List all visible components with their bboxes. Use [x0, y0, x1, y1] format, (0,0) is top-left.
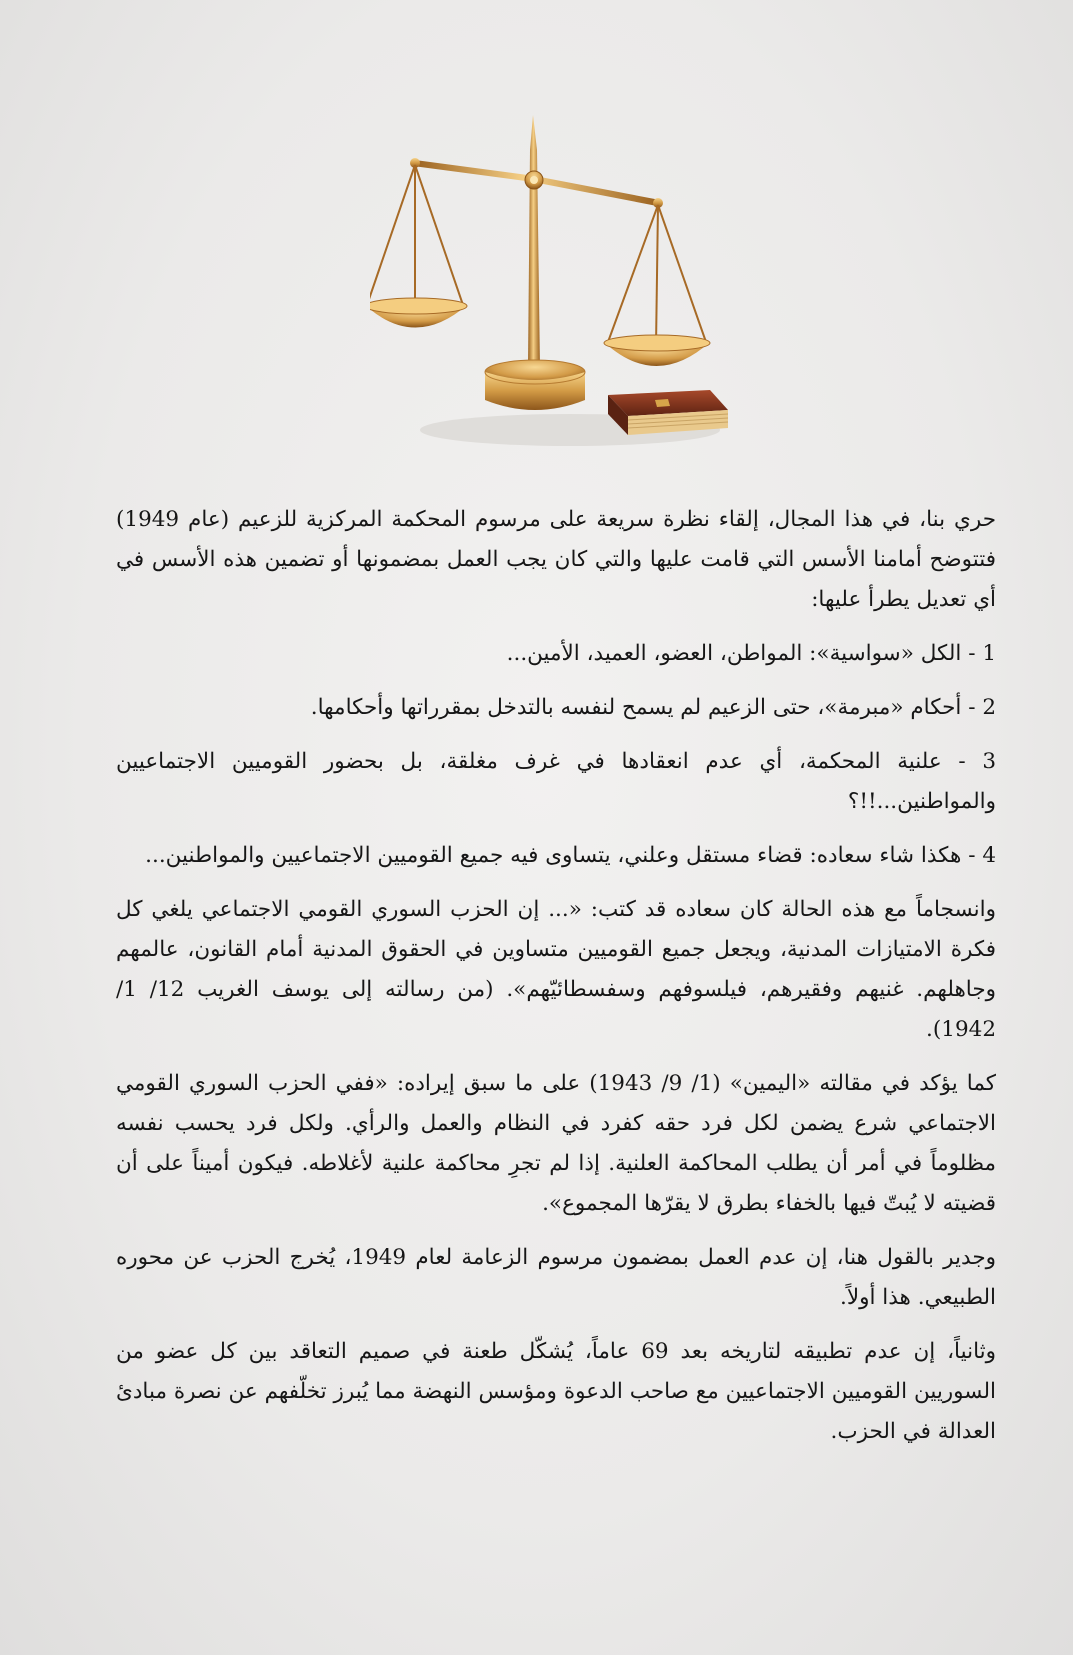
- list-item-number: 2 -: [961, 695, 996, 720]
- scales-of-justice-icon: [370, 110, 770, 480]
- first-point-paragraph: وجدير بالقول هنا، إن عدم العمل بمضمون مرسوم الزعامة لعام 1949، يُخرج الحزب عن محوره الطبيعي. هذا أولاً.: [116, 1245, 996, 1310]
- quote-paragraph-2: كما يؤكد في مقالته «اليمين» (1/ 9/ 1943) على ما سبق إيراده: «ففي الحزب السوري القومي الاجتماعي شرع يضمن لكل فرد حقه كفرد في النظام والعمل والرأي. ولكل فرد يحسب نفسه مظلوماً في أمر أن يطلب المحاكمة العلنية. إذا لم تجرِ محاكمة علنية لأغلاطه. فيكون أميناً على أن قضيته لا يُبتّ فيها بالخفاء بطرق لا يقرّها المجموع».: [116, 1071, 996, 1216]
- list-item-text: أحكام «مبرمة»، حتى الزعيم لم يسمح لنفسه بالتدخل بمقرراتها وأحكامها.: [310, 695, 962, 720]
- quote-paragraph-1: وانسجاماً مع هذه الحالة كان سعاده قد كتب: «... إن الحزب السوري القومي الاجتماعي يلغي كل فكرة الامتيازات المدنية، ويجعل جميع القوميين متساوين في الحقوق المدنية أمام القانون، عالمهم وجاهلهم. غنيهم وفقيرهم، فيلسوفهم وسفسطائيّهم». (من رسالته إلى يوسف الغريب 12/ 1/ 1942).: [116, 897, 997, 1042]
- list-item: [116, 634, 996, 674]
- list-item: [116, 688, 996, 728]
- second-point-paragraph: وثانياً، إن عدم تطبيقه لتاريخه بعد 69 عاماً، يُشكّل طعنة في صميم التعاقد بين كل عضو من السوريين القوميين الاجتماعيين مع صاحب الدعوة ومؤسس النهضة مما يُبرز تخلّفهم عن نصرة مبادئ العدالة في الحزب.: [116, 1339, 997, 1444]
- list-item-number: 3 -: [941, 749, 996, 774]
- article-body: [116, 500, 996, 1466]
- list-item: [116, 742, 996, 822]
- list-item-text: الكل «سواسية»: المواطن، العضو، العميد، الأمين...: [506, 641, 962, 666]
- intro-paragraph: حري بنا، في هذا المجال، إلقاء نظرة سريعة على مرسوم المحكمة المركزية للزعيم (عام 1949) فتتوضح أمامنا الأسس التي قامت عليها والتي كان يجب العمل بمضمونها أو تضمين هذه الأسس في أي تعديل يطرأ عليها:: [116, 507, 996, 612]
- list-item-text: علنية المحكمة، أي عدم انعقادها في غرف مغلقة، بل بحضور القوميين الاجتماعيين والمواطنين...!!؟: [116, 749, 996, 814]
- list-item-number: 4 -: [961, 843, 996, 868]
- list-item-text: هكذا شاء سعاده: قضاء مستقل وعلني، يتساوى فيه جميع القوميين الاجتماعيين والمواطنين...: [145, 843, 962, 868]
- list-item-number: 1 -: [961, 641, 996, 666]
- list-item: [116, 836, 996, 876]
